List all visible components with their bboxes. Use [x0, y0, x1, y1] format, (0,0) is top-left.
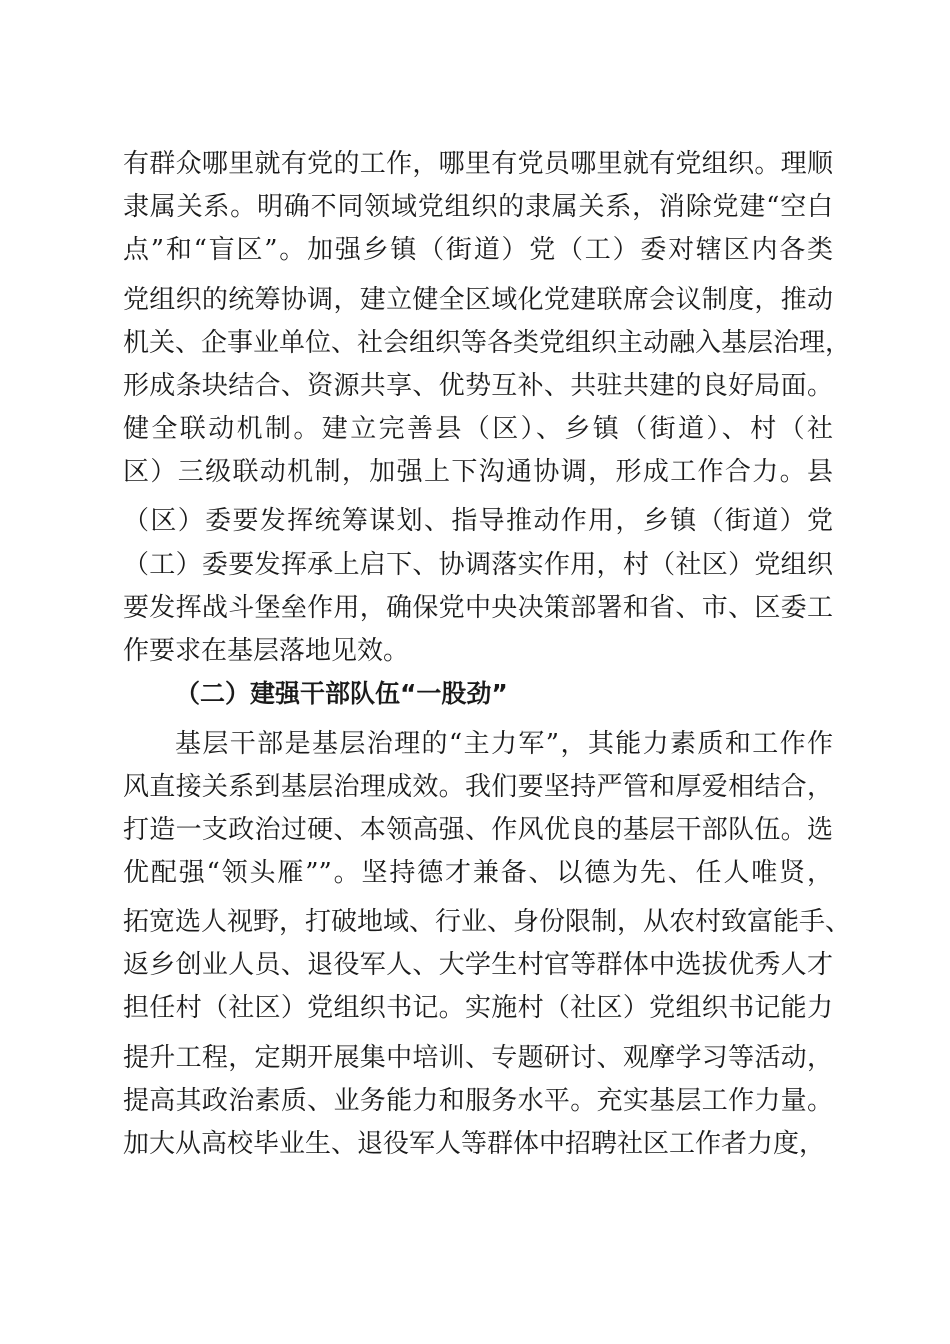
- body-text-line: 基层干部是基层治理的“主力军”，其能力素质和工作作: [175, 729, 833, 759]
- body-text-line: 担任村（社区）党组织书记。实施村（社区）党组织书记能力: [123, 993, 833, 1023]
- body-text-line: 隶属关系。明确不同领域党组织的隶属关系，消除党建“空白: [123, 192, 833, 222]
- body-text-line: 风直接关系到基层治理成效。我们要坚持严管和厚爱相结合，: [123, 772, 833, 802]
- body-text-line: 点”和“盲区”。加强乡镇（街道）党（工）委对辖区内各类: [123, 235, 833, 265]
- body-text-line: 打造一支政治过硬、本领高强、作风优良的基层干部队伍。选: [123, 815, 833, 845]
- body-text-line: （区）委要发挥统筹谋划、指导推动作用，乡镇（街道）党: [123, 506, 833, 536]
- body-text-line: 提高其政治素质、业务能力和服务水平。充实基层工作力量。: [123, 1086, 833, 1116]
- body-text-line: 健全联动机制。建立完善县（区）、乡镇（街道）、村（社: [123, 414, 833, 444]
- body-text-line: 要发挥战斗堡垒作用，确保党中央决策部署和省、市、区委工: [123, 593, 833, 623]
- body-text-line: 加大从高校毕业生、退役军人等群体中招聘社区工作者力度，: [123, 1129, 826, 1159]
- body-text-line: 作要求在基层落地见效。: [123, 636, 410, 666]
- body-text-line: 党组织的统筹协调，建立健全区域化党建联席会议制度，推动: [123, 285, 833, 315]
- body-text-line: 拓宽选人视野，打破地域、行业、身份限制，从农村致富能手、: [123, 907, 852, 937]
- body-text-line: 返乡创业人员、退役军人、大学生村官等群体中选拔优秀人才: [123, 950, 833, 980]
- body-text-line: 机关、企事业单位、社会组织等各类党组织主动融入基层治理，: [123, 328, 852, 358]
- body-text-line: 提升工程，定期开展集中培训、专题研讨、观摩学习等活动，: [123, 1043, 833, 1073]
- body-text-line: 形成条块结合、资源共享、优势互补、共驻共建的良好局面。: [123, 371, 833, 401]
- body-text-line: 区）三级联动机制，加强上下沟通协调，形成工作合力。县: [123, 457, 833, 487]
- body-text-line: （工）委要发挥承上启下、协调落实作用，村（社区）党组织: [123, 550, 833, 580]
- body-text-line: 有群众哪里就有党的工作，哪里有党员哪里就有党组织。理顺: [123, 149, 833, 179]
- section-heading: （二）建强干部队伍“一股劲”: [175, 679, 508, 708]
- body-text-line: 优配强“领头雁””。坚持德才兼备、以德为先、任人唯贤，: [123, 858, 833, 888]
